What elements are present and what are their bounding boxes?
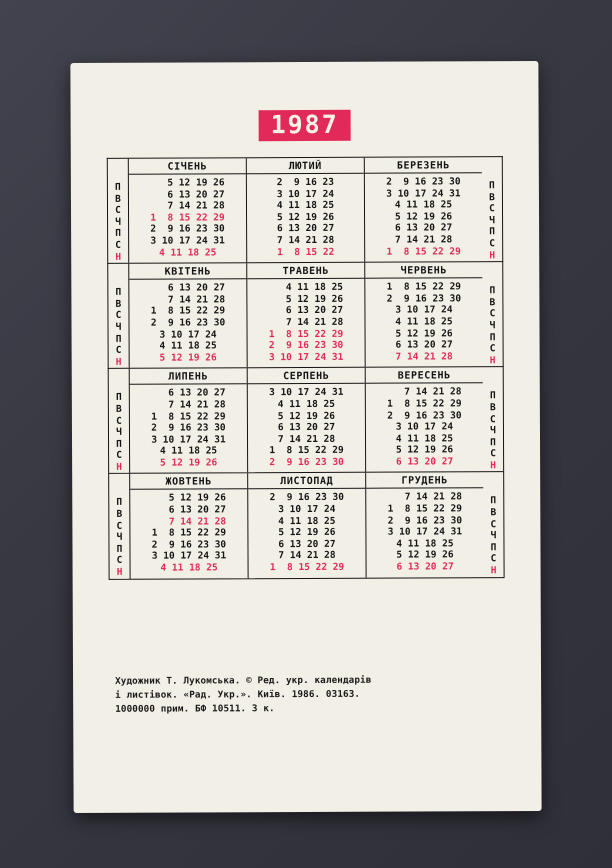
week-line: 3 10 17 24 31 (151, 434, 226, 446)
week-line: 5 12 19 26 (159, 457, 218, 469)
weekday-label: С (116, 450, 122, 462)
month-weeks (129, 279, 246, 368)
week-line: 2 9 16 23 30 (269, 456, 344, 469)
week-line: 2 9 16 23 30 (151, 422, 226, 434)
month-weeks (247, 174, 364, 263)
week-line: 4 11 18 25 (159, 246, 217, 259)
weekday-label: П (489, 331, 496, 343)
week-line: 1 8 15 22 (277, 246, 335, 258)
quarter-row (108, 472, 504, 580)
weekday-label-sunday: Н (490, 565, 497, 577)
week-line: 7 14 21 28 (387, 386, 462, 398)
month-name: СЕРПЕНЬ (248, 368, 365, 385)
week-line: 7 14 21 28 (150, 294, 226, 306)
month-name: ВЕРЕСЕНЬ (366, 368, 483, 385)
weekday-label: С (115, 344, 122, 356)
weekday-label: П (115, 181, 121, 193)
month-weeks (247, 279, 364, 368)
weekday-label: П (489, 180, 495, 192)
weekday-label: С (490, 553, 497, 565)
week-line: 5 12 19 26 (268, 293, 344, 305)
month-name: КВІТЕНЬ (129, 263, 246, 280)
weekday-label: Ч (115, 216, 121, 228)
weekday-label: П (115, 228, 121, 240)
week-line: 1 8 15 22 29 (268, 328, 344, 340)
weekday-label: П (115, 392, 122, 404)
weekday-label: С (490, 413, 496, 425)
month-name: БЕРЕЗЕНЬ (365, 157, 482, 174)
month-weeks (130, 385, 247, 474)
month-name: ЖОВТЕНЬ (130, 474, 247, 491)
weekday-label: Ч (116, 532, 123, 544)
month-block (364, 157, 482, 262)
month-name: ЧЕРВЕНЬ (365, 262, 482, 279)
quarter-row (107, 156, 503, 263)
month-block (365, 368, 483, 473)
week-line: 7 14 21 28 (395, 351, 453, 363)
week-line: 5 12 19 26 (150, 177, 225, 189)
week-line: 6 13 20 27 (395, 339, 453, 351)
week-line: 7 14 21 28 (151, 399, 226, 411)
week-line: 2 9 16 23 30 (387, 409, 462, 422)
weekday-label-sunday: Н (490, 460, 497, 472)
weekday-label: Ч (489, 214, 495, 226)
imprint-footer (115, 673, 505, 717)
calendar-title (71, 109, 539, 142)
month-block (246, 158, 364, 263)
week-line: 6 13 20 27 (150, 188, 225, 201)
week-line: 5 12 19 26 (395, 444, 454, 456)
week-line: 7 14 21 28 (387, 491, 462, 504)
week-line: 2 9 16 23 30 (269, 492, 344, 504)
week-line: 6 13 20 27 (394, 222, 453, 234)
months-group (129, 473, 483, 579)
month-name: ЛЮТИЙ (247, 158, 364, 175)
week-line: 5 12 19 26 (394, 211, 453, 223)
weekday-label: П (489, 226, 495, 238)
weekday-label-sunday: Н (116, 566, 123, 578)
calendar-grid (107, 156, 505, 579)
weekday-label: П (115, 333, 122, 345)
month-block (365, 473, 483, 578)
imprint-line-3: 1000000 прим. БФ 10511. 3 к. (115, 703, 275, 715)
week-line: 5 12 19 26 (151, 492, 226, 505)
month-weeks (129, 174, 246, 263)
weekday-label: П (115, 286, 122, 298)
week-line: 4 11 18 25 (276, 200, 335, 212)
week-line: 5 12 19 26 (276, 211, 335, 223)
week-line: 1 8 15 22 29 (150, 212, 225, 224)
year-badge: 1987 (258, 110, 350, 142)
week-line: 1 8 15 22 29 (386, 281, 462, 293)
week-line: 3 10 17 24 31 (386, 187, 461, 200)
week-line: 3 10 17 24 31 (150, 235, 225, 247)
weekday-labels-right (483, 473, 503, 577)
week-line: 6 13 20 27 (278, 538, 336, 550)
weekday-label: П (490, 542, 497, 554)
month-weeks (248, 489, 365, 578)
week-line: 4 11 18 25 (277, 398, 335, 411)
weekday-label: С (115, 204, 121, 217)
week-line: 6 13 20 27 (395, 456, 454, 468)
weekday-label: В (490, 507, 497, 519)
week-line: 3 10 17 24 (276, 188, 335, 200)
quarter-row (107, 261, 503, 368)
week-line: 1 8 15 22 29 (269, 445, 344, 457)
week-line: 6 13 20 27 (396, 561, 454, 573)
weekday-labels-left (108, 159, 128, 263)
week-line: 1 8 15 22 29 (151, 527, 227, 539)
weekday-label: С (489, 203, 495, 215)
week-line: 6 13 20 27 (151, 387, 226, 399)
weekday-label-sunday: Н (489, 249, 496, 261)
week-line: 2 9 16 23 (276, 176, 335, 189)
month-name: ЛИСТОПАД (248, 473, 365, 490)
weekday-labels-right (483, 367, 503, 471)
month-block (247, 368, 365, 473)
month-block (129, 369, 247, 474)
week-line: 6 13 20 27 (277, 421, 336, 434)
weekday-label: П (489, 285, 496, 297)
weekday-label: В (489, 296, 496, 308)
week-line: 4 11 18 25 (278, 515, 336, 527)
weekday-label: Ч (489, 320, 496, 332)
month-block (128, 263, 246, 368)
week-line: 3 10 17 24 (395, 421, 454, 433)
week-line: 5 12 19 26 (396, 549, 454, 562)
weekday-label: В (489, 191, 495, 203)
months-group (128, 157, 482, 263)
month-weeks (366, 384, 483, 473)
month-block (128, 158, 246, 263)
weekday-labels-right (482, 157, 502, 261)
weekday-label: П (116, 438, 122, 450)
weekday-label: Ч (116, 426, 122, 438)
week-line: 7 14 21 28 (150, 200, 225, 212)
weekday-label: Ч (490, 425, 496, 437)
month-weeks (248, 384, 365, 473)
month-weeks (366, 489, 483, 578)
week-line: 3 10 17 24 (278, 503, 336, 516)
weekday-label: П (489, 390, 496, 402)
weekday-label-sunday: Н (116, 461, 123, 473)
week-line: 3 10 17 24 31 (269, 387, 344, 399)
month-block (364, 262, 482, 367)
months-group (128, 262, 482, 368)
weekday-label: П (116, 543, 123, 555)
weekday-label: П (490, 495, 497, 507)
weekday-label: С (490, 448, 496, 460)
week-line: 2 9 16 23 30 (150, 317, 226, 329)
month-name: СІЧЕНЬ (129, 158, 246, 175)
week-line: 6 13 20 27 (276, 223, 335, 235)
week-line: 4 11 18 25 (395, 316, 453, 328)
months-group (129, 368, 483, 474)
week-line: 1 8 15 22 29 (387, 503, 463, 515)
weekday-label: В (115, 403, 122, 415)
weekday-label: В (115, 193, 121, 205)
weekday-labels-left (109, 369, 129, 473)
weekday-label-sunday: Н (115, 251, 122, 263)
weekday-label: С (115, 310, 122, 322)
week-line: 4 11 18 25 (160, 562, 218, 574)
week-line: 3 10 17 24 31 (268, 351, 344, 363)
week-line: 3 10 17 24 31 (387, 526, 463, 538)
week-line: 2 9 16 23 30 (387, 514, 463, 527)
week-line: 2 9 16 23 30 (386, 176, 461, 188)
week-line: 3 10 17 24 (159, 328, 217, 341)
imprint-line-1: Художник Т. Лукомська. © Ред. укр. календарів (115, 674, 372, 687)
week-line: 6 13 20 27 (151, 504, 227, 516)
week-line: 6 13 20 27 (268, 305, 344, 317)
week-line: 1 8 15 22 29 (387, 398, 462, 410)
week-line: 7 14 21 28 (151, 516, 227, 528)
month-block (246, 263, 364, 368)
weekday-label: С (116, 555, 123, 567)
week-line: 2 9 16 23 30 (268, 339, 344, 352)
month-block (247, 473, 365, 578)
weekday-label: С (116, 415, 122, 427)
week-line: 5 12 19 26 (395, 327, 453, 340)
week-line: 1 8 15 22 29 (269, 561, 345, 574)
week-line: 4 11 18 25 (396, 538, 454, 550)
week-line: 4 11 18 25 (395, 433, 454, 445)
pocket-calendar-card (70, 61, 541, 813)
week-line: 4 11 18 25 (159, 340, 217, 352)
weekday-label: С (489, 308, 496, 320)
week-line: 7 14 21 28 (268, 316, 344, 329)
week-line: 7 14 21 28 (395, 234, 453, 246)
week-line: 2 9 16 23 30 (150, 223, 225, 236)
month-name: ЛИПЕНЬ (130, 369, 247, 386)
week-line: 4 11 18 25 (268, 281, 344, 294)
month-weeks (130, 490, 247, 579)
week-line: 7 14 21 28 (278, 550, 336, 562)
week-line: 1 8 15 22 29 (151, 410, 226, 423)
week-line: 5 12 19 26 (159, 352, 217, 364)
week-line: 7 14 21 28 (277, 234, 335, 247)
week-line: 5 12 19 26 (277, 410, 336, 422)
weekday-label: В (489, 402, 496, 414)
week-line: 2 9 16 23 30 (151, 539, 227, 551)
weekday-labels-left (108, 264, 128, 368)
week-line: 4 11 18 25 (159, 445, 218, 457)
week-line: 7 14 21 28 (277, 433, 336, 445)
month-weeks (365, 173, 482, 262)
weekday-labels-right (482, 262, 502, 366)
weekday-label: С (489, 343, 496, 355)
week-line: 5 12 19 26 (278, 527, 336, 539)
weekday-label: С (490, 518, 497, 530)
weekday-label: В (116, 508, 123, 520)
weekday-label-sunday: Н (489, 354, 496, 366)
week-line: 6 13 20 27 (150, 282, 226, 294)
month-block (129, 474, 247, 579)
weekday-label: С (115, 239, 122, 251)
weekday-label: С (489, 238, 496, 250)
week-line: 1 8 15 22 29 (386, 245, 461, 258)
quarter-row (108, 366, 504, 473)
imprint-line-2: і листівок. «Рад. Укр.». Київ. 1986. 03163. (115, 688, 361, 701)
weekday-labels-left (109, 474, 129, 578)
weekday-label-sunday: Н (115, 356, 122, 368)
week-line: 1 8 15 22 29 (150, 305, 226, 318)
month-name: ГРУДЕНЬ (366, 473, 483, 490)
weekday-label: В (115, 298, 122, 310)
week-line: 2 9 16 23 30 (386, 293, 462, 305)
weekday-label: П (116, 497, 123, 509)
weekday-label: П (490, 436, 496, 448)
month-weeks (365, 278, 482, 367)
weekday-label: С (116, 520, 123, 532)
week-line: 4 11 18 25 (394, 199, 453, 211)
month-name: ТРАВЕНЬ (247, 263, 364, 280)
week-line: 3 10 17 24 (395, 304, 453, 316)
weekday-label: Ч (115, 321, 122, 333)
week-line: 3 10 17 24 31 (151, 550, 227, 563)
weekday-label: Ч (490, 530, 497, 542)
